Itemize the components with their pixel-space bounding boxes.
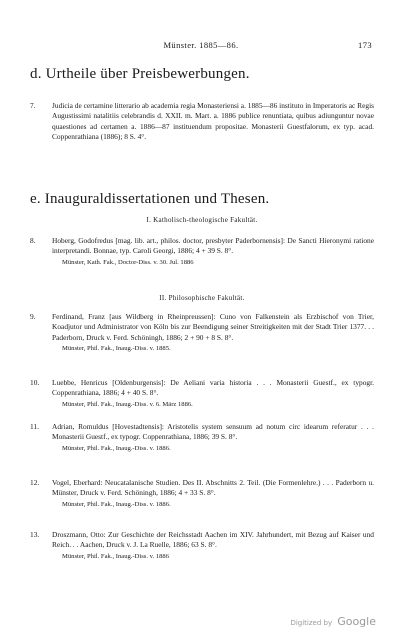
entry-number: 10. — [30, 378, 40, 387]
watermark-logo-text: Google — [337, 615, 376, 628]
entry-text: Hoberg, Godofredus [mag. lib. art., philos. doctor, presbyter Paderbornensis]: De Sancti Hieronymi ratione interpretandi. Bonnae, typ. Caroli Georgi, 1886; 4 + 39 S. 8°. — [52, 236, 374, 256]
entry-number: 9. — [30, 312, 36, 321]
google-watermark — [290, 610, 376, 629]
entry-number: 11. — [30, 422, 39, 431]
entry-12 — [30, 478, 374, 510]
entry-note: Münster, Phil. Fak., Inaug.-Diss. v. 1886 — [62, 552, 170, 560]
entry-number: 13. — [30, 530, 40, 539]
entry-note: Münster, Phil. Fak., Inaug.-Diss. v. 1886. — [62, 444, 171, 452]
running-head-title: Münster. 1885—86. — [163, 40, 239, 50]
entry-9 — [30, 312, 374, 355]
entry-note: Münster, Phil. Fak., Inaug.-Diss. v. 1885. — [62, 345, 171, 353]
entry-text: Adrian, Romuldus [Hovestadtensis]: Aristotelis system sensuum ad notum circ idearum referatur . . . Monasterii Guestf., ex typogr. Coppenrathiana, 1886; 39 S. 8°. — [52, 422, 374, 442]
entry-number: 8. — [30, 236, 36, 245]
entry-text: Vogel, Eberhard: Neucatalanische Studien. Des II. Abschnitts 2. Teil. (Die Formenlehre.) . . . Paderborn u. Münster, Druck v. Ferd. Schöningh, 1886; 4 + 33 S. 8°. — [52, 478, 374, 498]
section-e-title: e. Inauguraldissertationen und Thesen. — [30, 191, 270, 207]
section-d-title: d. Urtheile über Preisbewerbungen. — [30, 66, 250, 82]
entry-note: Münster, Kath. Fak., Doctor-Diss. v. 30. Jul. 1886 — [62, 258, 194, 266]
entry-text: Droszmann, Otto: Zur Geschichte der Reichsstadt Aachen im XIV. Jahrhundert, mit Bezug auf Kaiser und Reich. . . Aachen, Druck v. J. La Ruelle, 1886; 63 S. 8°. — [52, 530, 374, 550]
entry-number: 7. — [30, 101, 36, 110]
entry-8 — [30, 236, 374, 268]
entry-13 — [30, 530, 374, 562]
entry-11 — [30, 422, 374, 454]
subsection-title-philosophy: II. Philosophische Fakultät. — [159, 294, 245, 302]
entry-note: Münster, Phil. Fak., Inaug.-Diss. v. 6. März 1886. — [62, 400, 193, 408]
entry-10 — [30, 378, 374, 410]
watermark-prefix: Digitized by — [290, 619, 333, 627]
entry-text: Judicia de certamine litterario ab academia regia Monasteriensi a. 1885—86 instituto in Imperatoris ac Regis Augustissimi natalitiis celebrandis d. XXII. m. Mart. a. 1886 publice renuntiata, quibus adiunguntur novae quaestiones ad certamen a. 1886—87 instituendum propositae. Monasterii Guestfalorum, ex typ. acad. Coppenrathiana (1886); 8 S. 4°. — [52, 101, 375, 142]
entry-7 — [30, 101, 374, 143]
subsection-title-catholic-theology: I. Katholisch-theologische Fakultät. — [146, 216, 258, 224]
entry-number: 12. — [30, 478, 40, 487]
page-number: 173 — [358, 40, 372, 50]
entry-text: Luebbe, Henricus [Oldenburgensis]: De Aeliani varia historia . . . Monasterii Guestf., ex typogr. Coppenrathiana, 1886; 4 + 40 S. 8°. — [52, 378, 374, 398]
entry-text: Ferdinand, Franz [aus Wildberg in Rheinpreussen]: Cuno von Falkenstein als Erzbischof von Trier, Koadjutor und Administrator von Köln bis zur Beendigung seiner Streitigkeiten mit der Stadt Trier 1377. . . Paderborn, Druck v. Ferd. Schöningh, 1886; 2 + 90 + 8 S. 8°. — [52, 312, 374, 342]
entry-note: Münster, Phil. Fak., Inaug.-Diss. v. 1886. — [62, 500, 171, 508]
